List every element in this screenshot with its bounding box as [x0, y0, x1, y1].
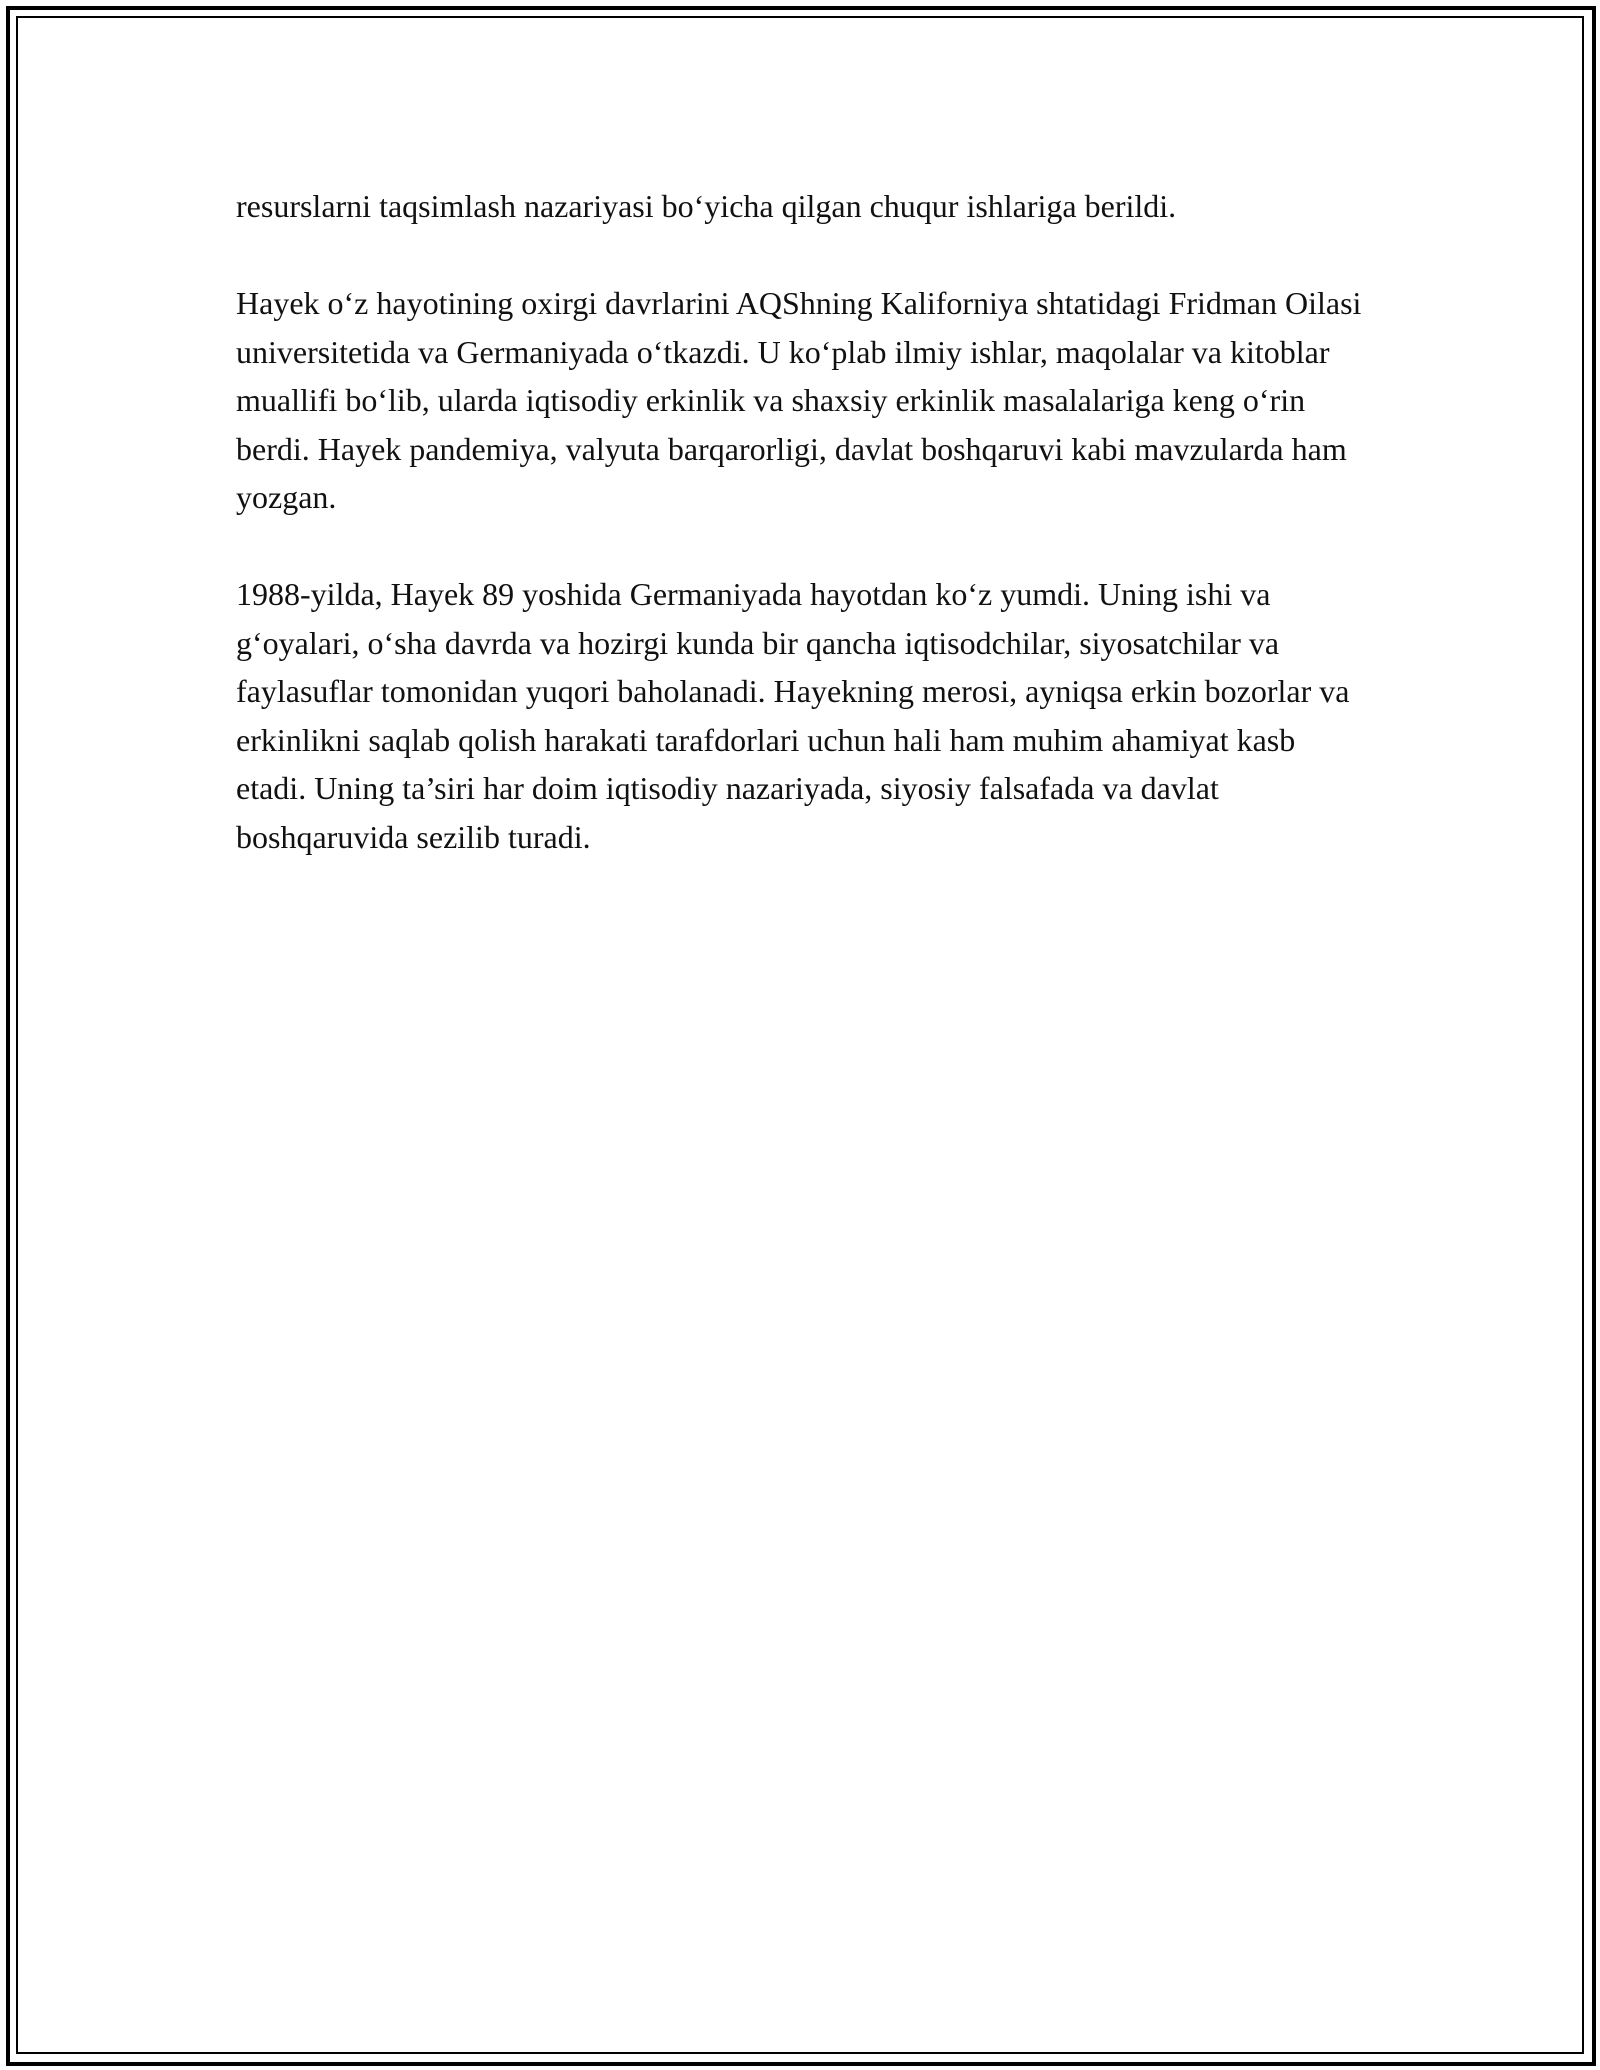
- paragraph-3: 1988-yilda, Hayek 89 yoshida Germaniyada hayotdan ko‘z yumdi. Uning ishi va g‘oyalari, o‘sha davrda va hozirgi kunda bir qancha iqtisodchilar, siyosatchilar va faylasuflar tomonidan yuqori baholanadi. Hayekning merosi, ayniqsa erkin bozorlar va erkinlikni saqlab qolish harakati tarafdorlari uchun hali ham muhim ahamiyat kasb etadi. Uning ta’siri har doim iqtisodiy nazariyada, siyosiy falsafada va davlat boshqaruvida sezilib turadi.: [236, 576, 1350, 855]
- paragraph-1: resurslarni taqsimlash nazariyasi bo‘yicha qilgan chuqur ishlariga berildi.: [236, 188, 1177, 224]
- paragraph-2: Hayek o‘z hayotining oxirgi davrlarini AQShning Kaliforniya shtatidagi Fridman Oilasi universitetida va Germaniyada o‘tkazdi. U ko‘plab ilmiy ishlar, maqolalar va kitoblar muallifi bo‘lib, ularda iqtisodiy erkinlik va shaxsiy erkinlik masalalariga keng o‘rin berdi. Hayek pandemiya, valyuta barqarorligi, davlat boshqaruvi kabi mavzularda ham yozgan.: [236, 285, 1362, 515]
- document-body: [236, 182, 1366, 910]
